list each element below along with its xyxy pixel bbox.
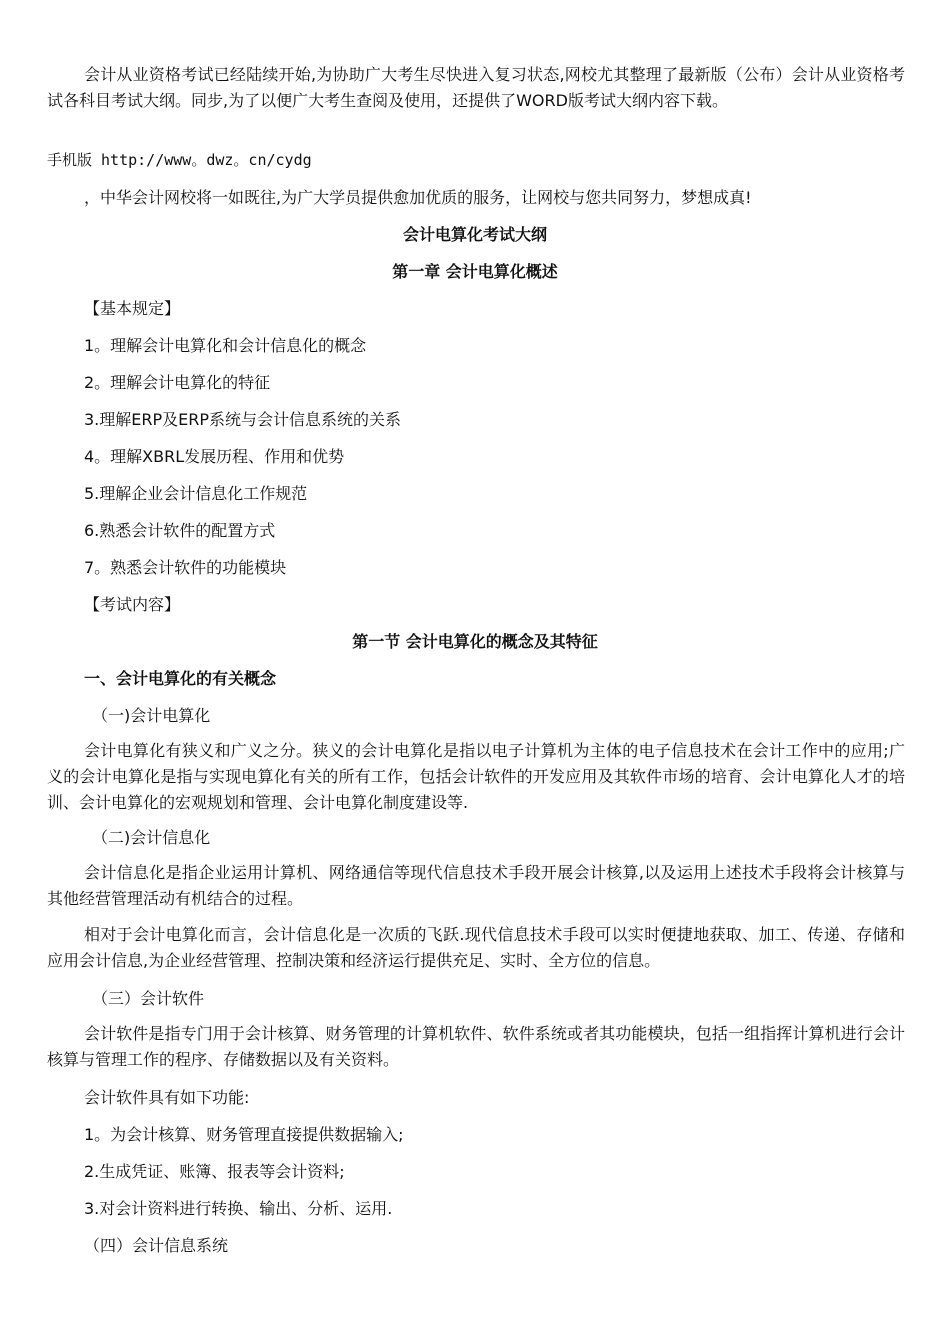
subsection-title: （三）会计软件 xyxy=(92,989,205,1008)
section-title: 第一节 会计电算化的概念及其特征 xyxy=(352,632,598,651)
rule-item: 2。理解会计电算化的特征 xyxy=(84,373,271,392)
mobile-link-line: 手机版 http://www。dwz。cn/cydg xyxy=(47,151,312,169)
subsection-title: （一)会计电算化 xyxy=(92,706,211,725)
slogan-line: ，中华会计网校将一如既往,为广大学员提供愈加优质的服务，让网校与您共同努力，梦想成真! xyxy=(84,188,752,207)
subsection-title: （四）会计信息系统 xyxy=(84,1236,229,1255)
rule-item: 1。理解会计电算化和会计信息化的概念 xyxy=(84,336,367,355)
rule-item: 3.理解ERP及ERP系统与会计信息系统的关系 xyxy=(84,410,402,429)
rule-item: 6.熟悉会计软件的配置方式 xyxy=(84,521,276,540)
chapter-title: 第一章 会计电算化概述 xyxy=(392,262,558,281)
rule-item: 5.理解企业会计信息化工作规范 xyxy=(84,484,308,503)
function-item: 2.生成凭证、账簿、报表等会计资料; xyxy=(84,1162,345,1181)
part-one-title: 一、会计电算化的有关概念 xyxy=(84,669,277,688)
basic-rules-heading: 【基本规定】 xyxy=(84,299,181,318)
subsection-title: （二)会计信息化 xyxy=(92,828,211,847)
document-title: 会计电算化考试大纲 xyxy=(402,225,547,244)
body-paragraph: 相对于会计电算化而言，会计信息化是一次质的飞跃.现代信息技术手段可以实时便捷地获取、加工、传递、存储和应用会计信息,为企业经营管理、控制决策和经济运行提供充足、实时、全方位的信息。 xyxy=(47,925,905,970)
rule-item: 7。熟悉会计软件的功能模块 xyxy=(84,558,287,577)
rule-item: 4。理解XBRL发展历程、作用和优势 xyxy=(84,447,345,466)
intro-paragraph: 会计从业资格考试已经陆续开始,为协助广大考生尽快进入复习状态,网校尤其整理了最新版（公布）会计从业资格考试各科目考试大纲。同步,为了以便广大考生查阅及使用，还提供了WORD版考试大纲内容下载。 xyxy=(47,65,905,110)
body-paragraph: 会计软件是指专门用于会计核算、财务管理的计算机软件、软件系统或者其功能模块，包括一组指挥计算机进行会计核算与管理工作的程序、存储数据以及有关资料。 xyxy=(47,1024,905,1069)
body-paragraph: 会计电算化有狭义和广义之分。狭义的会计电算化是指以电子计算机为主体的电子信息技术在会计工作中的应用;广义的会计电算化是指与实现电算化有关的所有工作，包括会计软件的开发应用及其软件市场的培育、会计电算化人才的培训、会计电算化的宏观规划和管理、会计电算化制度建设等. xyxy=(47,741,905,812)
exam-content-heading: 【考试内容】 xyxy=(84,595,181,614)
body-paragraph: 会计信息化是指企业运用计算机、网络通信等现代信息技术手段开展会计核算,以及运用上述技术手段将会计核算与其他经营管理活动有机结合的过程。 xyxy=(47,863,905,908)
functions-intro: 会计软件具有如下功能: xyxy=(84,1088,250,1107)
function-item: 3.对会计资料进行转换、输出、分析、运用. xyxy=(84,1199,393,1218)
function-item: 1。为会计核算、财务管理直接提供数据输入; xyxy=(84,1125,404,1144)
